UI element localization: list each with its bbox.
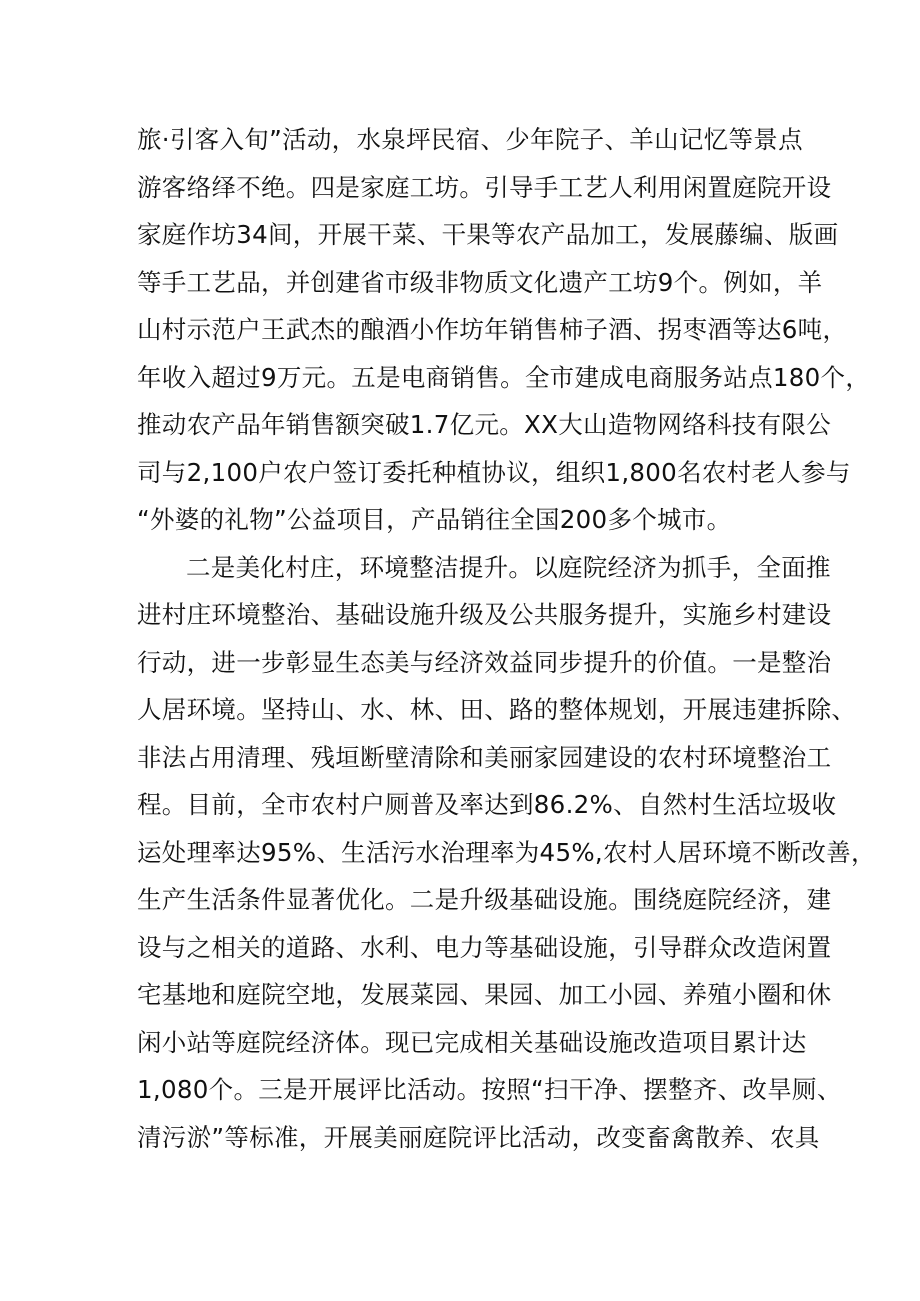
text-line: 游客络绎不绝。四是家庭工坊。引导手工艺人利用闲置庭院开设 [137, 172, 832, 202]
text-line: 行动，进一步彰显生态美与经济效益同步提升的价值。一是整治 [137, 647, 832, 677]
text-line: 旅·引客入旬”活动，水泉坪民宿、少年院子、羊山记忆等景点 [137, 125, 803, 154]
paragraph-first-line: 二是美化村庄，环境整洁提升。以庭院经济为抓手，全面推 [186, 552, 831, 582]
text-line: 等手工艺品，并创建省市级非物质文化遗产工坊9个。例如，羊 [137, 267, 823, 297]
text-line: 司与2,100户农户签订委托种植协议，组织1,800名农村老人参与 [137, 457, 851, 487]
text-line: 进村庄环境整治、基础设施升级及公共服务提升，实施乡村建设 [137, 600, 832, 629]
text-line: “外婆的礼物”公益项目，产品销往全国200多个城市。 [137, 505, 732, 534]
text-line: 宅基地和庭院空地，发展菜园、果园、加工小园、养殖小圈和休 [137, 980, 832, 1009]
text-line: 设与之相关的道路、水利、电力等基础设施，引导群众改造闲置 [137, 932, 832, 962]
text-line: 生产生活条件显著优化。二是升级基础设施。围绕庭院经济，建 [137, 885, 832, 914]
text-line: 推动农产品年销售额突破1.7亿元。XX大山造物网络科技有限公 [137, 410, 832, 439]
text-line: 清污淤”等标准，开展美丽庭院评比活动，改变畜禽散养、农具 [137, 1122, 820, 1152]
text-line: 程。目前，全市农村户厕普及率达到86.2%、自然村生活垃圾收 [137, 790, 837, 819]
text-line: 家庭作坊34间，开展干菜、干果等农产品加工，发展藤编、版画 [137, 220, 839, 249]
text-line: 非法占用清理、残垣断壁清除和美丽家园建设的农村环境整治工 [137, 742, 832, 772]
text-line: 闲小站等庭院经济体。现已完成相关基础设施改造项目累计达 [137, 1027, 807, 1057]
text-line: 年收入超过9万元。五是电商销售。全市建成电商服务站点180个， [137, 362, 871, 392]
text-line: 人居环境。坚持山、水、林、田、路的整体规划，开展违建拆除、 [137, 695, 857, 724]
text-line: 山村示范户王武杰的酿酒小作坊年销售柿子酒、拐枣酒等达6吨， [137, 315, 848, 344]
text-line: 运处理率达95%、生活污水治理率为45%,农村人居环境不断改善， [137, 837, 876, 867]
text-line: 1,080个。三是开展评比活动。按照“扫干净、摆整齐、改旱厕、 [137, 1075, 842, 1104]
body-text [137, 116, 876, 1161]
